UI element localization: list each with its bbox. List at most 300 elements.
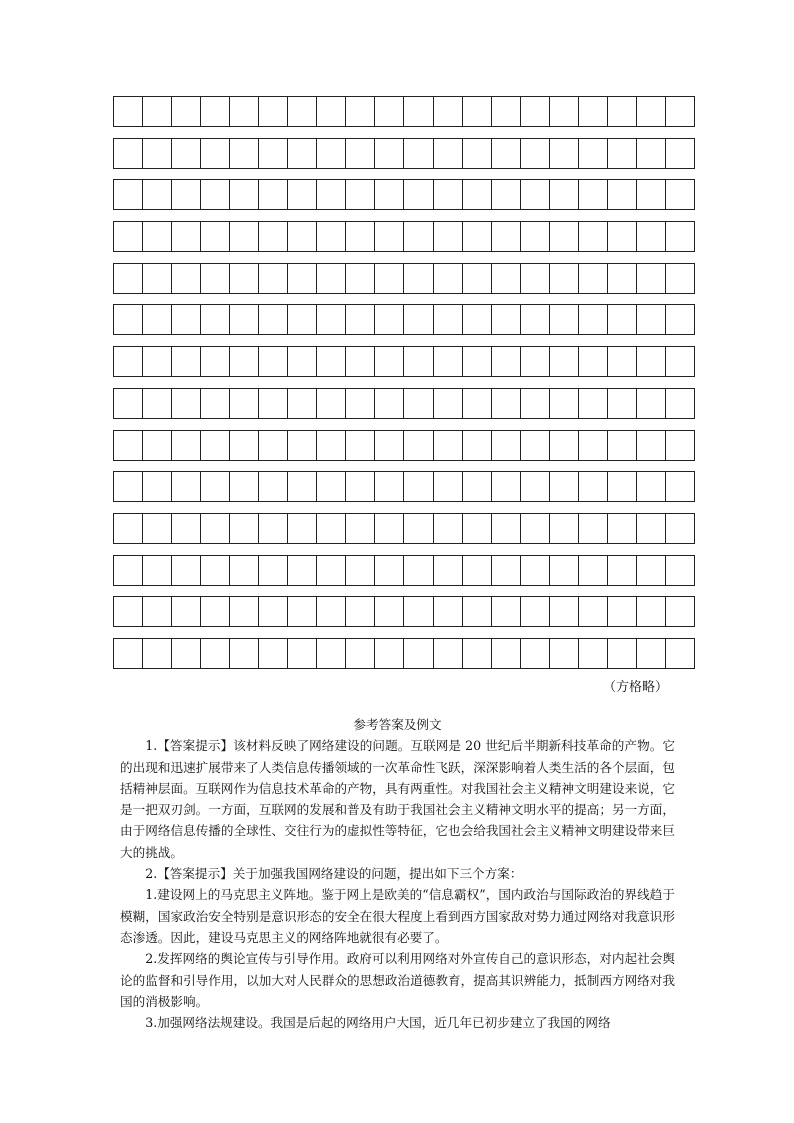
grid-cell <box>143 388 172 419</box>
grid-cell <box>404 513 433 544</box>
grid-cell <box>550 638 579 669</box>
grid-cell <box>172 430 201 461</box>
grid-cell <box>230 513 259 544</box>
grid-cell <box>317 179 346 210</box>
grid-cell <box>114 638 143 669</box>
grid-row <box>113 555 695 586</box>
grid-cell <box>288 555 317 586</box>
grid-cell <box>404 263 433 294</box>
grid-cell <box>550 179 579 210</box>
grid-cell <box>230 638 259 669</box>
grid-cell <box>579 430 608 461</box>
grid-cell <box>404 179 433 210</box>
grid-cell <box>608 513 637 544</box>
answer-paragraph: 3.加强网络法规建设。我国是后起的网络用户大国，近几年已初步建立了我国的网络 <box>145 1015 611 1031</box>
grid-cell <box>114 179 143 210</box>
grid-cell <box>317 555 346 586</box>
grid-cell <box>404 388 433 419</box>
grid-cell <box>463 221 492 252</box>
grid-cell <box>114 471 143 502</box>
grid-cell <box>608 430 637 461</box>
grid-cell <box>637 346 666 377</box>
grid-cell <box>201 96 230 127</box>
grid-cell <box>143 346 172 377</box>
grid-cell <box>463 304 492 335</box>
grid-cell <box>201 471 230 502</box>
grid-cell <box>114 96 143 127</box>
grid-cell <box>550 346 579 377</box>
grid-cell <box>143 513 172 544</box>
grid-cell <box>143 96 172 127</box>
grid-cell <box>317 430 346 461</box>
grid-cell <box>288 179 317 210</box>
grid-cell <box>579 471 608 502</box>
grid-cell <box>666 221 695 252</box>
grid-cell <box>375 138 404 169</box>
grid-cell <box>346 346 375 377</box>
grid-cell <box>317 638 346 669</box>
grid-cell <box>288 346 317 377</box>
answer-paragraph: 2.发挥网络的舆论宣传与引导作用。政府可以利用网络对外宣传自己的意识形态，对内起社会舆论的监督和引导作用，以加大对人民群众的思想政治道德教育，提高其识辨能力，抵制西方网络对我国的消极影响。 <box>120 951 675 1009</box>
grid-cell <box>492 346 521 377</box>
grid-row <box>113 430 695 461</box>
grid-cell <box>434 388 463 419</box>
grid-cell <box>201 138 230 169</box>
grid-cell <box>550 388 579 419</box>
grid-cell <box>317 596 346 627</box>
grid-cell <box>317 388 346 419</box>
grid-cell <box>434 430 463 461</box>
grid-cell <box>114 596 143 627</box>
grid-cell <box>346 555 375 586</box>
grid-cell <box>666 555 695 586</box>
grid-cell <box>637 513 666 544</box>
grid-cell <box>434 555 463 586</box>
answer-paragraph: 2.【答案提示】关于加强我国网络建设的问题，提出如下三个方案： <box>145 866 523 882</box>
grid-cell <box>230 304 259 335</box>
grid-cell <box>608 555 637 586</box>
grid-cell <box>172 388 201 419</box>
grid-row <box>113 388 695 419</box>
grid-cell <box>492 430 521 461</box>
grid-cell <box>550 304 579 335</box>
grid-row <box>113 471 695 502</box>
grid-cell <box>608 346 637 377</box>
grid-cell <box>463 513 492 544</box>
grid-cell <box>172 263 201 294</box>
grid-cell <box>666 388 695 419</box>
grid-cell <box>492 263 521 294</box>
grid-row <box>113 596 695 627</box>
grid-cell <box>230 471 259 502</box>
grid-cell <box>463 346 492 377</box>
grid-cell <box>521 471 550 502</box>
grid-cell <box>288 471 317 502</box>
grid-cell <box>637 430 666 461</box>
grid-cell <box>375 96 404 127</box>
grid-cell <box>375 513 404 544</box>
grid-cell <box>172 471 201 502</box>
grid-cell <box>579 638 608 669</box>
grid-cell <box>434 263 463 294</box>
grid-cell <box>637 638 666 669</box>
grid-cell <box>317 138 346 169</box>
grid-cell <box>521 346 550 377</box>
grid-cell <box>288 221 317 252</box>
grid-cell <box>288 513 317 544</box>
grid-cell <box>550 430 579 461</box>
grid-cell <box>346 263 375 294</box>
grid-cell <box>404 638 433 669</box>
grid-cell <box>172 555 201 586</box>
grid-row <box>113 304 695 335</box>
grid-cell <box>317 96 346 127</box>
grid-cell <box>579 138 608 169</box>
grid-cell <box>288 138 317 169</box>
grid-cell <box>608 596 637 627</box>
grid-cell <box>579 263 608 294</box>
grid-cell <box>492 221 521 252</box>
grid-cell <box>492 471 521 502</box>
grid-cell <box>172 221 201 252</box>
grid-cell <box>521 513 550 544</box>
grid-cell <box>143 596 172 627</box>
grid-row <box>113 263 695 294</box>
grid-note: （方格略） <box>602 680 668 695</box>
grid-cell <box>404 471 433 502</box>
grid-cell <box>288 304 317 335</box>
grid-cell <box>317 346 346 377</box>
grid-cell <box>172 138 201 169</box>
grid-cell <box>288 263 317 294</box>
grid-cell <box>492 388 521 419</box>
grid-cell <box>259 430 288 461</box>
grid-cell <box>288 430 317 461</box>
grid-cell <box>201 263 230 294</box>
grid-cell <box>608 471 637 502</box>
grid-cell <box>346 471 375 502</box>
grid-cell <box>666 513 695 544</box>
grid-cell <box>375 430 404 461</box>
grid-cell <box>492 596 521 627</box>
grid-row <box>113 346 695 377</box>
grid-cell <box>259 388 288 419</box>
grid-cell <box>230 96 259 127</box>
grid-cell <box>259 304 288 335</box>
grid-cell <box>201 304 230 335</box>
answer-heading: 参考答案及例文 <box>353 717 442 732</box>
grid-cell <box>230 555 259 586</box>
grid-cell <box>434 96 463 127</box>
grid-cell <box>230 596 259 627</box>
grid-cell <box>143 638 172 669</box>
grid-cell <box>143 430 172 461</box>
grid-cell <box>492 96 521 127</box>
grid-cell <box>666 596 695 627</box>
grid-cell <box>550 263 579 294</box>
grid-cell <box>172 638 201 669</box>
answer-section <box>120 714 675 1033</box>
grid-cell <box>317 513 346 544</box>
grid-cell <box>230 388 259 419</box>
grid-cell <box>579 555 608 586</box>
grid-cell <box>434 513 463 544</box>
grid-cell <box>259 221 288 252</box>
grid-cell <box>637 138 666 169</box>
grid-cell <box>550 513 579 544</box>
grid-cell <box>230 346 259 377</box>
grid-cell <box>375 471 404 502</box>
grid-cell <box>521 138 550 169</box>
grid-cell <box>201 596 230 627</box>
grid-cell <box>637 555 666 586</box>
grid-cell <box>201 346 230 377</box>
grid-cell <box>172 179 201 210</box>
grid-cell <box>288 638 317 669</box>
grid-cell <box>404 430 433 461</box>
grid-cell <box>317 471 346 502</box>
grid-cell <box>143 555 172 586</box>
grid-cell <box>230 179 259 210</box>
grid-cell <box>346 179 375 210</box>
grid-cell <box>434 346 463 377</box>
grid-cell <box>346 304 375 335</box>
grid-cell <box>404 555 433 586</box>
grid-row <box>113 221 695 252</box>
grid-cell <box>375 638 404 669</box>
grid-cell <box>579 596 608 627</box>
grid-cell <box>637 179 666 210</box>
grid-cell <box>666 346 695 377</box>
grid-cell <box>201 638 230 669</box>
grid-cell <box>114 263 143 294</box>
grid-cell <box>666 263 695 294</box>
grid-cell <box>317 263 346 294</box>
grid-cell <box>463 263 492 294</box>
grid-cell <box>404 96 433 127</box>
grid-cell <box>521 263 550 294</box>
grid-cell <box>608 638 637 669</box>
grid-cell <box>521 388 550 419</box>
grid-cell <box>463 138 492 169</box>
grid-row <box>113 138 695 169</box>
grid-cell <box>463 596 492 627</box>
grid-cell <box>579 513 608 544</box>
grid-cell <box>463 638 492 669</box>
grid-cell <box>143 304 172 335</box>
grid-cell <box>579 179 608 210</box>
grid-cell <box>666 96 695 127</box>
grid-cell <box>259 638 288 669</box>
grid-cell <box>463 430 492 461</box>
grid-cell <box>114 304 143 335</box>
grid-cell <box>201 555 230 586</box>
grid-row <box>113 513 695 544</box>
grid-cell <box>550 596 579 627</box>
grid-cell <box>230 221 259 252</box>
grid-cell <box>114 388 143 419</box>
grid-cell <box>404 346 433 377</box>
grid-cell <box>288 96 317 127</box>
grid-cell <box>259 179 288 210</box>
grid-cell <box>550 555 579 586</box>
grid-cell <box>317 221 346 252</box>
grid-cell <box>521 638 550 669</box>
grid-cell <box>492 138 521 169</box>
grid-cell <box>346 596 375 627</box>
grid-cell <box>404 304 433 335</box>
grid-cell <box>637 96 666 127</box>
grid-cell <box>492 638 521 669</box>
grid-cell <box>201 388 230 419</box>
grid-cell <box>637 596 666 627</box>
grid-cell <box>492 304 521 335</box>
grid-cell <box>230 138 259 169</box>
grid-cell <box>114 430 143 461</box>
grid-cell <box>346 96 375 127</box>
grid-cell <box>666 304 695 335</box>
grid-cell <box>375 388 404 419</box>
grid-cell <box>375 221 404 252</box>
grid-cell <box>172 304 201 335</box>
grid-cell <box>288 596 317 627</box>
grid-cell <box>346 638 375 669</box>
grid-cell <box>259 263 288 294</box>
grid-cell <box>608 221 637 252</box>
grid-cell <box>463 96 492 127</box>
grid-cell <box>172 596 201 627</box>
grid-row <box>113 638 695 669</box>
grid-cell <box>288 388 317 419</box>
grid-cell <box>172 346 201 377</box>
grid-row <box>113 179 695 210</box>
grid-cell <box>666 471 695 502</box>
grid-cell <box>259 596 288 627</box>
grid-cell <box>143 263 172 294</box>
grid-cell <box>114 513 143 544</box>
grid-cell <box>637 221 666 252</box>
answer-paragraph: 1.【答案提示】该材料反映了网络建设的问题。互联网是 20 世纪后半期新科技革命的产物。它的出现和迅速扩展带来了人类信息传播领域的一次革命性飞跃，深深影响着人类生活的各个层面，包括精神层面。互联网作为信息技术革命的产物，具有两重性。对我国社会主义精神文明建设来说，它是一把双刃剑。一方面，互联网的发展和普及有助于我国社会主义精神文明水平的提高；另一方面，由于网络信息传播的全球性、交往行为的虚拟性等特征，它也会给我国社会主义精神文明建设带来巨大的挑战。 <box>120 738 675 860</box>
grid-cell <box>259 96 288 127</box>
grid-cell <box>492 555 521 586</box>
grid-cell <box>521 304 550 335</box>
grid-cell <box>550 471 579 502</box>
grid-cell <box>375 346 404 377</box>
grid-cell <box>608 138 637 169</box>
grid-cell <box>579 346 608 377</box>
grid-cell <box>521 179 550 210</box>
grid-cell <box>404 138 433 169</box>
grid-cell <box>550 221 579 252</box>
grid-cell <box>521 555 550 586</box>
grid-cell <box>579 304 608 335</box>
grid-cell <box>346 513 375 544</box>
grid-cell <box>259 138 288 169</box>
grid-cell <box>375 304 404 335</box>
grid-cell <box>434 471 463 502</box>
grid-cell <box>666 430 695 461</box>
grid-cell <box>172 513 201 544</box>
grid-cell <box>230 263 259 294</box>
grid-cell <box>114 221 143 252</box>
grid-cell <box>608 388 637 419</box>
grid-cell <box>521 430 550 461</box>
grid-cell <box>201 221 230 252</box>
grid-cell <box>143 179 172 210</box>
grid-cell <box>259 555 288 586</box>
grid-cell <box>579 388 608 419</box>
grid-cell <box>375 596 404 627</box>
grid-cell <box>666 179 695 210</box>
grid-cell <box>201 179 230 210</box>
grid-cell <box>259 346 288 377</box>
grid-cell <box>114 346 143 377</box>
grid-cell <box>492 179 521 210</box>
grid-cell <box>404 596 433 627</box>
grid-row <box>113 96 695 127</box>
grid-cell <box>346 221 375 252</box>
grid-cell <box>463 179 492 210</box>
grid-cell <box>143 138 172 169</box>
grid-cell <box>201 430 230 461</box>
grid-cell <box>201 513 230 544</box>
grid-cell <box>637 263 666 294</box>
grid-cell <box>375 555 404 586</box>
grid-cell <box>259 513 288 544</box>
grid-cell <box>579 96 608 127</box>
grid-cell <box>521 221 550 252</box>
grid-cell <box>259 471 288 502</box>
grid-cell <box>172 96 201 127</box>
grid-cell <box>521 596 550 627</box>
grid-cell <box>375 263 404 294</box>
grid-cell <box>346 138 375 169</box>
grid-cell <box>143 471 172 502</box>
grid-cell <box>346 388 375 419</box>
grid-cell <box>404 221 433 252</box>
grid-cell <box>666 138 695 169</box>
answer-paragraph: 1.建设网上的马克思主义阵地。鉴于网上是欧美的“信息霸权”，国内政治与国际政治的界线趋于模糊，国家政治安全特别是意识形态的安全在很大程度上看到西方国家敌对势力通过网络对我意识形态渗透。因此，建设马克思主义的网络阵地就很有必要了。 <box>120 887 675 945</box>
grid-cell <box>637 388 666 419</box>
grid-cell <box>434 221 463 252</box>
grid-cell <box>521 96 550 127</box>
grid-cell <box>434 596 463 627</box>
grid-cell <box>492 513 521 544</box>
grid-cell <box>434 179 463 210</box>
grid-cell <box>114 555 143 586</box>
grid-cell <box>666 638 695 669</box>
grid-cell <box>608 263 637 294</box>
grid-cell <box>317 304 346 335</box>
grid-cell <box>114 138 143 169</box>
grid-cell <box>143 221 172 252</box>
grid-cell <box>608 304 637 335</box>
grid-cell <box>463 555 492 586</box>
grid-cell <box>346 430 375 461</box>
grid-cell <box>579 221 608 252</box>
grid-cell <box>375 179 404 210</box>
grid-cell <box>434 638 463 669</box>
grid-cell <box>608 179 637 210</box>
grid-cell <box>550 96 579 127</box>
grid-cell <box>637 304 666 335</box>
grid-cell <box>608 96 637 127</box>
grid-cell <box>434 138 463 169</box>
grid-cell <box>463 388 492 419</box>
writing-grid <box>113 96 695 680</box>
grid-cell <box>434 304 463 335</box>
grid-cell <box>550 138 579 169</box>
